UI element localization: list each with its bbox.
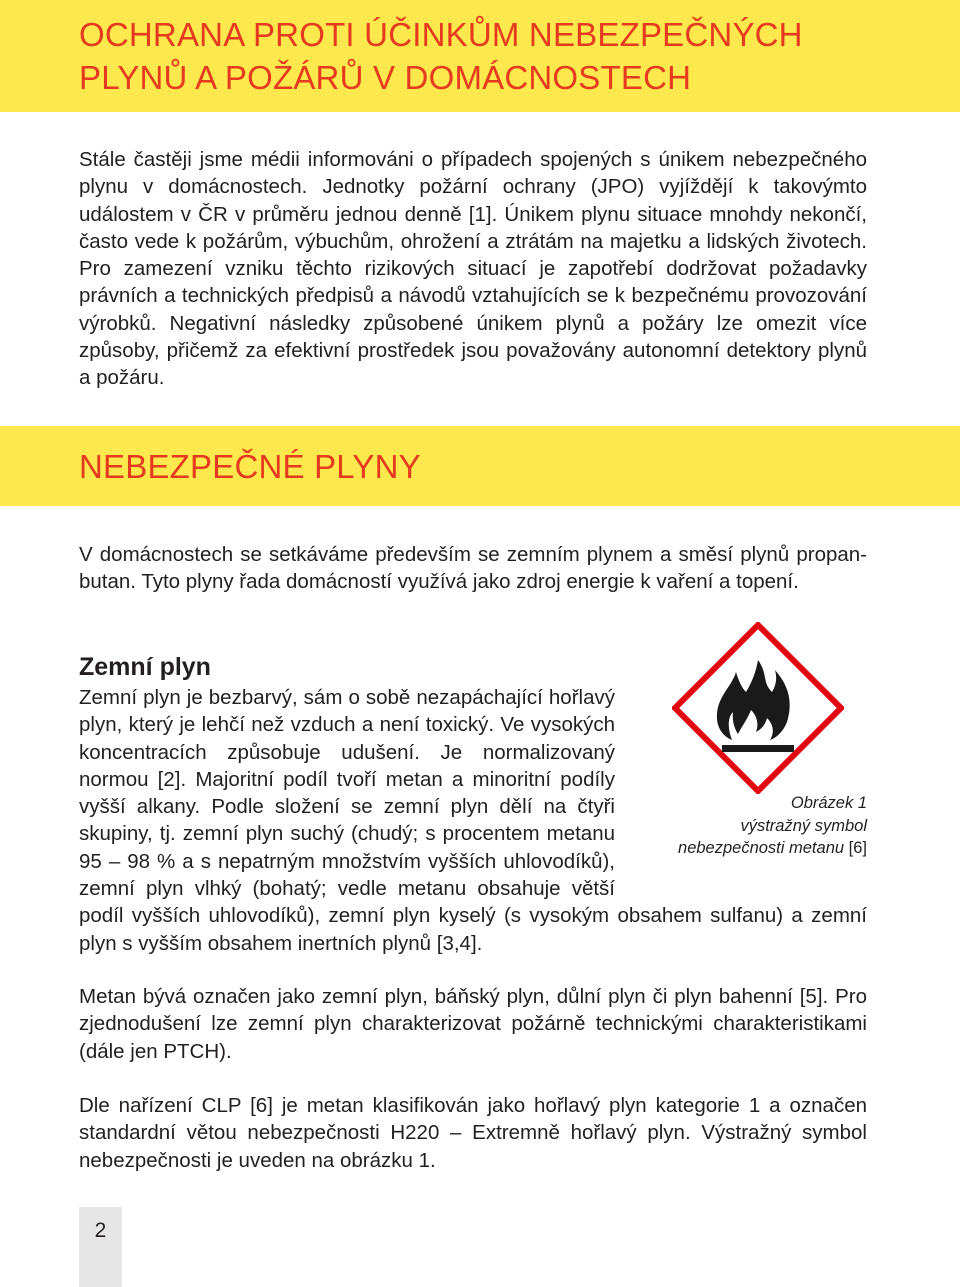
page-title [79,13,803,99]
metan-paragraph: Metan bývá označen jako zemní plyn, báňský plyn, důlní plyn či plyn bahenní [5]. Pro zjednodušení lze zemní plyn charakterizovat požárně technickými charakteristikami (dále jen PTCH). [79,985,867,1063]
caption-line2: výstražný symbol [740,816,867,835]
clp-paragraph: Dle nařízení CLP [6] je metan klasifikován jako hořlavý plyn kategorie 1 a označen standardní větou nebezpečnosti H220 – Extremně hořlavý plyn. Výstražný symbol nebezpečnosti je uveden na obrázku 1. [79,1094,867,1172]
section-title: NEBEZPEČNÉ PLYNY [79,448,421,485]
subsection-title: Zemní plyn [79,653,211,681]
caption-line1: Obrázek 1 [790,794,867,812]
intro-paragraph: Stále častěji jsme médii informováni o případech spojených s únikem nebezpečného plynu v domácnostech. Jednotky požární ochrany (JPO) vyjíždějí k takovýmto událostem v ČR v průměru jednou denně [1]. Únikem plynu situace mnohdy nekončí, často vede k požárům, výbuchům, ohrožení a ztrátám na majetku a lidských životech. Pro zamezení vzniku těchto rizikových situací je zapotřebí dodržovat požadavky právních a technických předpisů a návodů vztahujících se k bezpečnému provozování výrobků. Negativní následky způsobené únikem plynů a požáry lze omezit více způsoby, přičemž za efektivní prostředek jsou považovány autonomní detektory plynů a požáru. [79,148,867,390]
gases-paragraph: V domácnostech se setkáváme především se zemním plynem a směsí plynů propan-butan. Tyto plyny řada domácností využívá jako zdroj energie k vaření a topení. [79,543,867,594]
caption-reference: [6] [848,839,867,857]
page-number: 2 [94,1219,107,1242]
figure-caption [678,792,867,860]
caption-line3: nebezpečnosti metanu [678,839,845,857]
page-title-line2: PLYNŮ A POŽÁRŮ V DOMÁCNOSTECH [79,59,692,96]
page-title-line1: OCHRANA PROTI ÚČINKŮM NEBEZPEČNÝCH [79,16,803,53]
page-number-tab [79,1207,122,1287]
zemni-plyn-text: Zemní plyn je bezbarvý, sám o sobě nezapáchající hořlavý plyn, který je lehčí než vzduch a není toxický. Ve vysokých koncentracích způsobuje udušení. Je normalizovaný normou [2]. Majoritní podíl tvoří metan a minoritní podíly vyšší alkany. Podle složení se zemní plyn dělí na čtyři skupiny, tj. zemní plyn suchý (chudý; s procentem metanu 95 – 98 % a s nepatrným množstvím vyšších uhlovodíků), zemní plyn vlhký (bohatý; vedle metanu obsahuje větší podíl vyšších uhlovodíků), zemní plyn kyselý (s vysokým obsahem sulfanu) a zemní plyn s vyšším obsahem inertních plynů [3,4]. [79,686,867,955]
ghs-flammable-icon [672,622,844,794]
